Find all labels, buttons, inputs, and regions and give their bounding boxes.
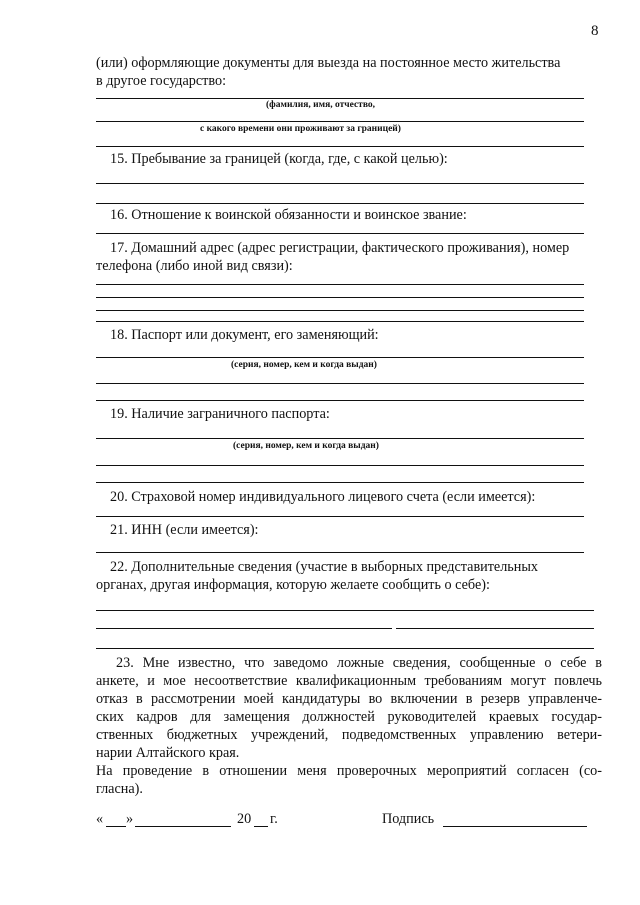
item-16-field[interactable] bbox=[96, 233, 584, 234]
signature-label: Подпись bbox=[382, 811, 435, 827]
intro-text-line-1: (или) оформляющие документы для выезда на постоянное место жительства bbox=[96, 55, 561, 71]
item-22-label-line-2: органах, другая информация, которую желаете сообщить о себе): bbox=[96, 577, 490, 593]
item-20-field[interactable] bbox=[96, 516, 584, 517]
item-19-label: 19. Наличие заграничного паспорта: bbox=[110, 406, 330, 422]
item-19-field-1[interactable] bbox=[96, 438, 584, 439]
item-18-field-3[interactable] bbox=[96, 400, 584, 401]
item-15-label: 15. Пребывание за границей (когда, где, с какой целью): bbox=[110, 151, 448, 167]
item-23-line-2: анкете, и мое несоответствие квалификационным требованиям могут повлечь bbox=[96, 673, 602, 689]
date-day-field[interactable] bbox=[106, 826, 126, 827]
item-15-field-2[interactable] bbox=[96, 203, 584, 204]
relatives-name-field[interactable] bbox=[96, 98, 584, 99]
item-22-field-3[interactable] bbox=[96, 648, 594, 649]
item-18-field-1[interactable] bbox=[96, 357, 584, 358]
item-19-hint: (серия, номер, кем и когда выдан) bbox=[233, 441, 379, 451]
item-21-field[interactable] bbox=[96, 552, 584, 553]
item-15-field-1[interactable] bbox=[96, 183, 584, 184]
item-23-line-5: ственных бюджетных учреждений, подведомственных управлению ветери- bbox=[96, 727, 602, 743]
item-17-label-line-1: 17. Домашний адрес (адрес регистрации, фактического проживания), номер bbox=[110, 240, 570, 256]
item-20-label: 20. Страховой номер индивидуального лицевого счета (если имеется): bbox=[110, 489, 536, 505]
date-quote-close: » bbox=[126, 811, 134, 827]
item-21-label: 21. ИНН (если имеется): bbox=[110, 522, 259, 538]
item-23-line-6: нарии Алтайского края. bbox=[96, 745, 240, 761]
item-23-line-4: ских кадров для замещения должностей руководителей краевых государ- bbox=[96, 709, 602, 725]
item-17-field-3[interactable] bbox=[96, 310, 584, 311]
item-18-hint: (серия, номер, кем и когда выдан) bbox=[231, 360, 377, 370]
item-17-field-1[interactable] bbox=[96, 284, 584, 285]
item-22-field-2b[interactable] bbox=[396, 628, 594, 629]
item-19-field-2[interactable] bbox=[96, 465, 584, 466]
relatives-extra-field[interactable] bbox=[96, 146, 584, 147]
item-23-line-3: отказ в рассмотрении моей кандидатуры во включении в резерв управленче- bbox=[96, 691, 602, 707]
item-19-field-3[interactable] bbox=[96, 482, 584, 483]
item-23-consent-line-1: На проведение в отношении меня проверочных мероприятий согласен (со- bbox=[96, 763, 602, 779]
item-23-consent-line-2: гласна). bbox=[96, 781, 143, 797]
item-17-field-2[interactable] bbox=[96, 297, 584, 298]
date-year-suffix: г. bbox=[270, 811, 278, 827]
date-quote-open: « bbox=[96, 811, 104, 827]
item-18-label: 18. Паспорт или документ, его заменяющий: bbox=[110, 327, 379, 343]
item-22-field-1[interactable] bbox=[96, 610, 594, 611]
item-16-label: 16. Отношение к воинской обязанности и воинское звание: bbox=[110, 207, 467, 223]
item-18-field-2[interactable] bbox=[96, 383, 584, 384]
intro-hint-since: с какого времени они проживают за границей) bbox=[200, 124, 401, 134]
intro-text-line-2: в другое государство: bbox=[96, 73, 227, 89]
item-22-field-2a[interactable] bbox=[96, 628, 392, 629]
relatives-since-field[interactable] bbox=[96, 121, 584, 122]
signature-field[interactable] bbox=[443, 826, 587, 827]
date-year-field[interactable] bbox=[254, 826, 268, 827]
intro-hint-name: (фамилия, имя, отчество, bbox=[266, 100, 376, 110]
item-23-line-1: 23. Мне известно, что заведомо ложные сведения, сообщенные о себе в bbox=[116, 655, 602, 671]
date-month-field[interactable] bbox=[135, 826, 231, 827]
item-17-label-line-2: телефона (либо иной вид связи): bbox=[96, 258, 293, 274]
page-number: 8 bbox=[591, 23, 599, 39]
item-17-field-4[interactable] bbox=[96, 321, 584, 322]
date-year-prefix: 20 bbox=[237, 811, 252, 827]
item-22-label-line-1: 22. Дополнительные сведения (участие в выборных представительных bbox=[110, 559, 539, 575]
